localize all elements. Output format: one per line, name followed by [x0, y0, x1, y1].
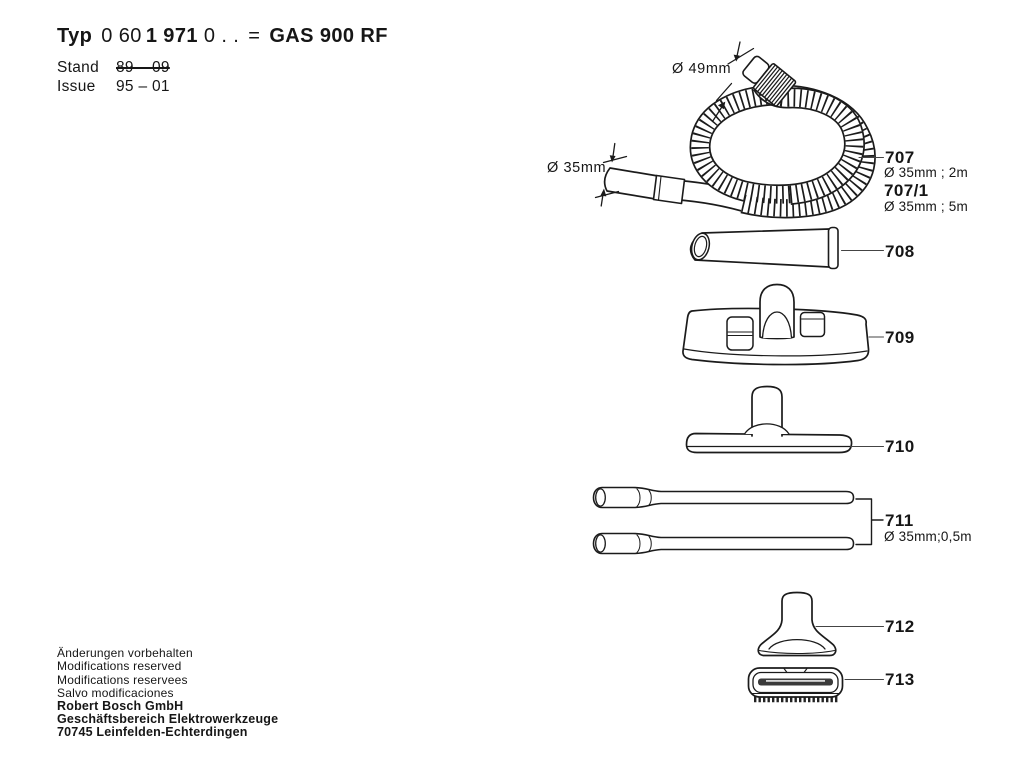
typ-label: Typ [57, 25, 93, 47]
dim-35mm-label: Ø 35mm [547, 160, 607, 176]
notice-de: Änderungen vorbehalten [57, 646, 193, 660]
extension-tubes-drawing [594, 488, 884, 554]
part-number-707: 707 [885, 148, 915, 167]
part-number-711: 711 [885, 511, 914, 530]
modification-notices [57, 647, 193, 700]
part-spec-707: Ø 35mm ; 2m [884, 165, 968, 180]
company-city: 70745 Leinfelden-Echterdingen [57, 725, 248, 740]
notice-es: Salvo modificaciones [57, 685, 174, 700]
equals-sign: = [248, 25, 261, 47]
stand-row [57, 59, 170, 77]
issue-row [57, 78, 170, 96]
part-number-713: 713 [885, 670, 915, 689]
type-code-bold: 1 971 [145, 25, 198, 47]
part-number-708: 708 [885, 242, 915, 261]
brush-nozzle-drawing [749, 668, 843, 698]
stand-value: 89 – 09 [116, 59, 170, 76]
stand-label: Stand [57, 59, 100, 76]
part-spec-707-1: Ø 35mm ; 5m [884, 199, 968, 214]
type-code-light1: 0 60 [101, 25, 142, 47]
part-number-712: 712 [885, 617, 915, 636]
model-name: GAS 900 RF [269, 25, 388, 47]
part-number-707-1: 707/1 [884, 181, 929, 200]
company-block [57, 700, 278, 740]
notice-en: Modifications reserved [57, 659, 182, 674]
hose-drawing [605, 52, 866, 208]
issue-value: 95 – 01 [116, 78, 170, 95]
part-number-709: 709 [885, 328, 915, 347]
company-name: Robert Bosch GmbH [57, 699, 184, 713]
type-code-light2: 0 . . [203, 25, 240, 47]
dim-49mm-label: Ø 49mm [672, 61, 732, 77]
floor-nozzle-drawing [683, 285, 869, 365]
notice-fr: Modifications reservees [57, 672, 188, 687]
issue-label: Issue [57, 78, 96, 95]
part-number-710: 710 [885, 437, 915, 456]
company-division: Geschäftsbereich Elektrowerkzeuge [57, 712, 279, 727]
upholstery-nozzle-drawing [758, 593, 835, 656]
crevice-nozzle-drawing [689, 228, 838, 269]
wide-nozzle-drawing [687, 387, 852, 453]
doc-title [57, 25, 388, 48]
part-spec-711: Ø 35mm;0,5m [884, 529, 972, 544]
